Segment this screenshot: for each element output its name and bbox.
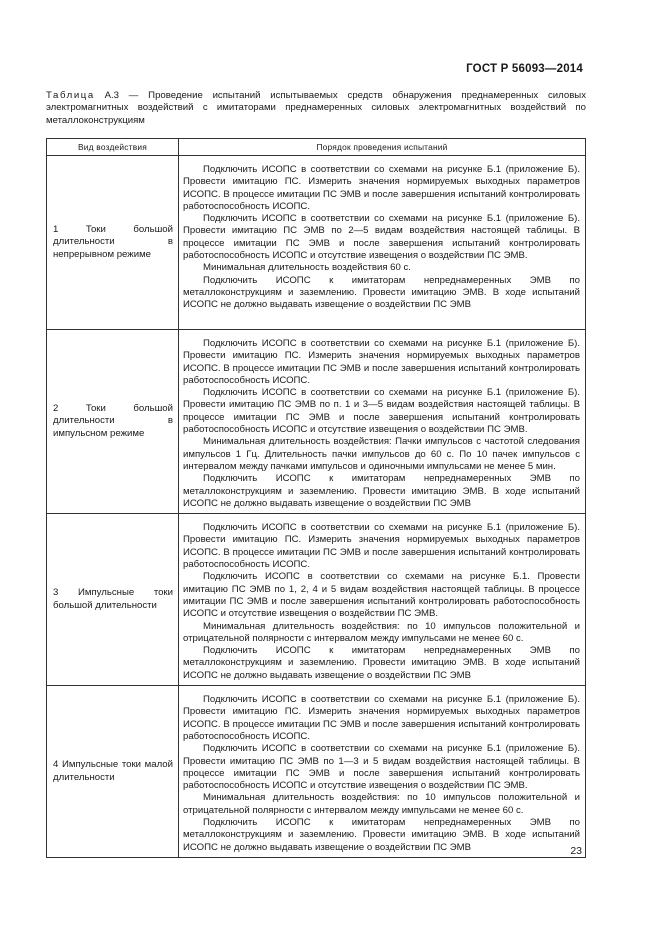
procedure-paragraph: Подключить ИСОПС в соответствии со схемами на рисунке Б.1 (приложение Б). Провести имитацию ПС. Измерить значения нормируемых выходных параметров ИСОПС. В процессе имитации ПС ЭМВ и после завершения испытаний контролировать работоспособность ИСОПС. [183, 522, 580, 571]
procedure-cell [179, 514, 586, 686]
procedure-cell [179, 330, 586, 514]
procedure-paragraph: Подключить ИСОПС в соответствии со схемами на рисунке Б.1 (приложение Б). Провести имитацию ПС. Измерить значения нормируемых выходных параметров ИСОПС. В процессе имитации ПС ЭМВ и после завершения испытаний контролировать работоспособность ИСОПС. [183, 338, 580, 386]
table-row [47, 156, 586, 330]
caption-text: А.3 — Проведение испытаний испытываемых средств обнаружения преднамеренных силовых электромагнитных воздействий с имитаторами преднамеренных силовых электромагнитных воздействий по металлоконструкциям [46, 90, 586, 126]
standard-code: ГОСТ Р 56093—2014 [466, 63, 583, 75]
effect-kind-cell: 3 Импульсные токи большой длительности [47, 514, 179, 686]
procedure-paragraph: Подключить ИСОПС в соответствии со схемами на рисунке Б.1. Провести имитацию ПС ЭМВ по 1, 2, 4 и 5 видам воздействия настоящей таблицы. В процессе имитации ПС ЭМВ и после завершения испытаний контролировать работоспособность ИСОПС и отсутствие извещения о воздействии ПС ЭМВ. [183, 571, 580, 620]
table-row [47, 514, 586, 686]
procedure-paragraph: Подключить ИСОПС к имитаторам непреднамеренных ЭМВ по металлоконструкциям и заземлению. Провести имитацию ЭМВ. В ходе испытаний ИСОПС не должно выдавать извещение о воздействии ПС ЭМВ [183, 473, 580, 509]
procedure-paragraph: Подключить ИСОПС в соответствии со схемами на рисунке Б.1 (приложение Б). Провести имитацию ПС. Измерить значения нормируемых выходных параметров ИСОПС. В процессе имитации ПС ЭМВ и после завершения испытаний контролировать работоспособность ИСОПС. [183, 164, 580, 212]
procedure-paragraph: Подключить ИСОПС к имитаторам непреднамеренных ЭМВ по металлоконструкциям и заземлению. Провести имитацию ЭМВ. В ходе испытаний ИСОПС не должно выдавать извещение о воздействии ПС ЭМВ [183, 645, 580, 681]
procedure-cell [179, 156, 586, 330]
procedure-paragraph: Минимальная длительность воздействия: по 10 импульсов положительной и отрицательной полярности с интервалом между импульсами не менее 60 с. [183, 620, 580, 644]
effect-kind-cell: 4 Импульсные токи малой длительности [47, 686, 179, 858]
effect-kind-cell: 2 Токи большой длительности в импульсном режиме [47, 330, 179, 514]
procedure-paragraph: Подключить ИСОПС в соответствии со схемами на рисунке Б.1 (приложение Б). Провести имитацию ПС ЭМВ по 2—5 видам воздействия настоящей таблицы. В процессе имитации ПС ЭМВ и после завершения испытаний контролировать работоспособность ИСОПС и отсутствие извещения о воздействии ПС ЭМВ. [183, 213, 580, 262]
table-row [47, 330, 586, 514]
table-caption [46, 90, 586, 127]
procedure-paragraph: Подключить ИСОПС к имитаторам непреднамеренных ЭМВ по металлоконструкциям и заземлению. Провести имитацию ЭМВ. В ходе испытаний ИСОПС не должно выдавать извещение о воздействии ПС ЭМВ [183, 816, 580, 853]
procedure-paragraph: Подключить ИСОПС к имитаторам непреднамеренных ЭМВ по металлоконструкциям и заземлению. Провести имитацию ЭМВ. В ходе испытаний ИСОПС не должно выдавать извещение о воздействии ПС ЭМВ [183, 274, 580, 311]
tests-table [46, 138, 586, 858]
procedure-paragraph: Подключить ИСОПС в соответствии со схемами на рисунке Б.1 (приложение Б). Провести имитацию ПС ЭМВ по п. 1 и 3—5 видам воздействия настоящей таблицы. В процессе имитации ПС ЭМВ и после завершения испытаний контролировать работоспособность ИСОПС и отсутствие извещения о воздействии ПС ЭМВ. [183, 387, 580, 436]
caption-lead: Таблица [46, 90, 95, 101]
table-header-row [47, 139, 586, 156]
procedure-paragraph: Подключить ИСОПС в соответствии со схемами на рисунке Б.1 (приложение Б). Провести имитацию ПС ЭМВ по 1—3 и 5 видам воздействия настоящей таблицы. В процессе имитации ПС ЭМВ и после завершения испытаний контролировать работоспособность ИСОПС и отсутствие извещения о воздействии ПС ЭМВ. [183, 743, 580, 792]
column-header-procedure: Порядок проведения испытаний [179, 139, 586, 156]
column-header-kind: Вид воздействия [47, 139, 179, 156]
table-row [47, 686, 586, 858]
procedure-cell [179, 686, 586, 858]
procedure-paragraph: Подключить ИСОПС в соответствии со схемами на рисунке Б.1 (приложение Б). Провести имитацию ПС. Измерить значения нормируемых выходных параметров ИСОПС. В процессе имитации ПС ЭМВ и после завершения испытаний контролировать работоспособность ИСОПС. [183, 694, 580, 742]
procedure-paragraph: Минимальная длительность воздействия 60 с. [203, 262, 411, 274]
procedure-paragraph: Минимальная длительность воздействия: по 10 импульсов положительной и отрицательной полярности с интервалом между импульсами не менее 60 с. [183, 792, 580, 816]
page-number: 23 [570, 845, 582, 857]
effect-kind-cell: 1 Токи большой длительности в непрерывном режиме [47, 156, 179, 330]
procedure-paragraph: Минимальная длительность воздействия: Пачки импульсов с частотой следования импульсов 1 Гц. Длительность пачки импульсов до 60 с. По 10 пачек импульсов с интервалом между пачками импульсов и одиночными импульсами не менее 5 мин. [183, 436, 580, 472]
